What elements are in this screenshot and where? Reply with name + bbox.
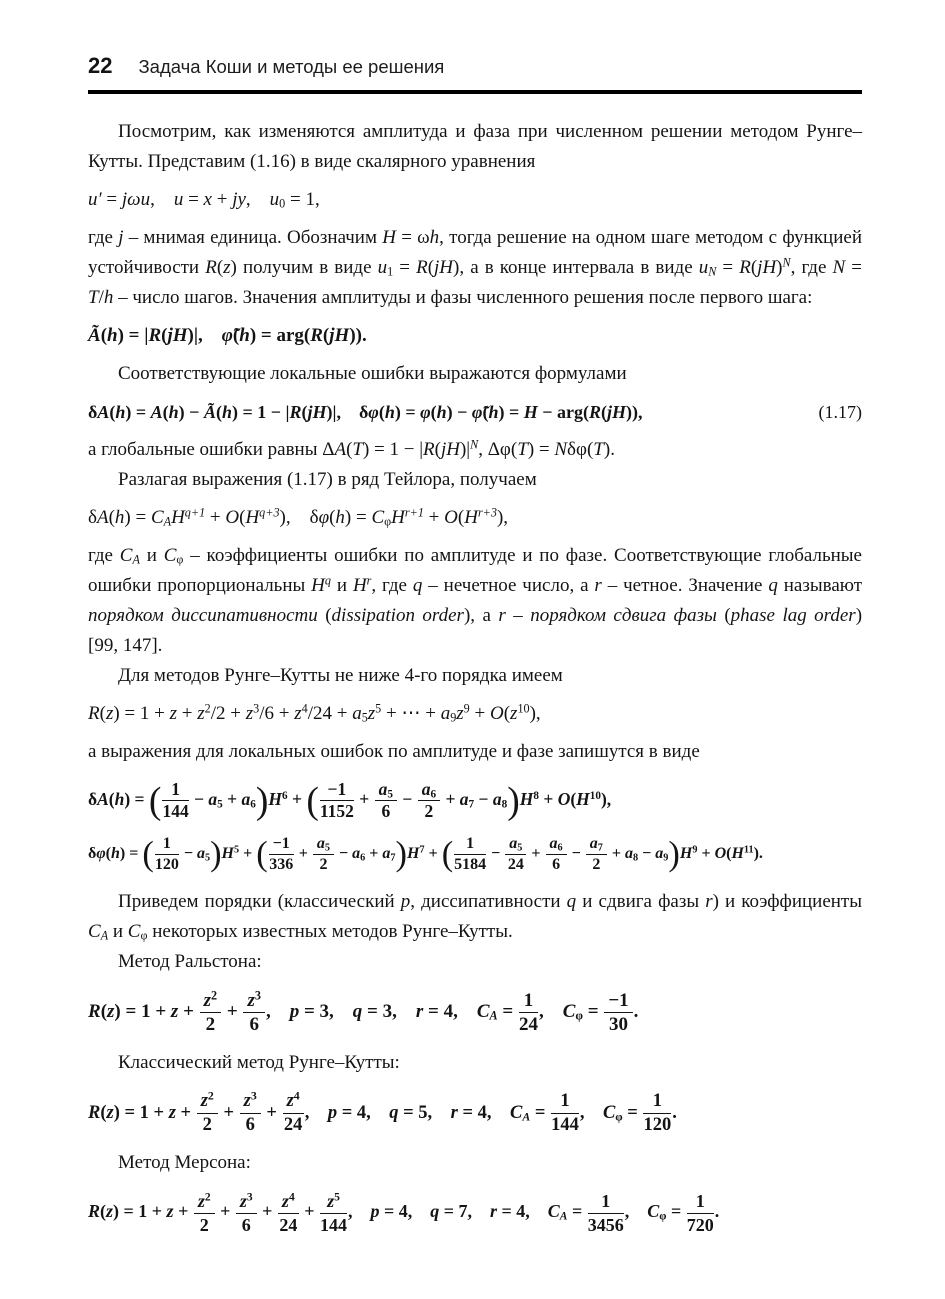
formula-taylor-expansion: $\delta A(h) = C_AH^{q+1} + O(H^{q+3})$, $\delta\varphi(h) = C_\varphi H^{r+1} + O(H^{r+3})$, — [88, 504, 509, 529]
paragraph-classic-label: Классический метод Рунге–Кутты: — [118, 1052, 400, 1074]
header-rule — [88, 90, 862, 94]
formula-classic-rk: R(z) = 1 + z + $\frac{z^2}{2}$ + $\frac{z^3}{6}$ + $\frac{z^4}{24}$ , p = 4, q = 5, r = 4, $C_A$ = $\frac{1}{144}$ , $C_\varphi$ = $\frac{1}{120}$ . — [88, 1088, 677, 1135]
document-body — [88, 117, 862, 1235]
formula-delta-A: δA(h) = ( $\frac{1}{144}$ − $a_5 + a_6)H^6$ + ( $\frac{-1}{1152}$ + $\frac{a_5}{6}$ − $\frac{a_6}{2}$ + $a_7 - a_8)H^8 + O(H^{10})$, — [88, 778, 612, 822]
paragraph-local-errors: Соответствующие локальные ошибки выражаются формулами — [118, 362, 627, 384]
equation-number: (1.17) — [818, 401, 862, 422]
paragraph-taylor: Разлагая выражения (1.17) в ряд Тейлора, получаем — [118, 468, 537, 490]
formula-stability-series: $R(z) = 1 + z + z^2/2 + z^3/6 + z^4/24 + a_5z^5$ + ⋯ + $a_9z^9 + O(z^{10})$, — [88, 700, 541, 725]
paragraph-local-error-expr: а выражения для локальных ошибок по амплитуде и фазе запишутся в виде — [88, 740, 700, 762]
paragraph-orders: Приведем порядки (классический p, диссипативности q и сдвига фазы r) и коэффициенты $C_A$ и $C_\varphi$ некоторых известных методов Рунге–Кутты. — [88, 890, 862, 943]
formula-ralston: R(z) = 1 + z + $\frac{z^2}{2}$ + $\frac{z^3}{6}$ , p = 3, q = 3, r = 4, $C_A$ = $\frac{1}{24}$ , $C_\varphi$ = $\frac{-1}{30}$ . — [88, 987, 639, 1035]
chapter-title: Задача Коши и методы ее решения — [138, 56, 445, 77]
paragraph-rk4: Для методов Рунге–Кутты не ниже 4-го порядка имеем — [118, 664, 563, 686]
paragraph-intro: Посмотрим, как изменяются амплитуда и фаза при численном решении методом Рунге–Кутты. Представим (1.16) в виде скалярного уравнения — [88, 120, 862, 172]
page-header — [88, 52, 862, 82]
page-number: 22 — [88, 53, 113, 78]
formula-scalar-equation: u′ = jωu, u = x + jy, $u_0 = 1$, — [88, 188, 320, 211]
paragraph-ralston-label: Метод Ральстона: — [118, 950, 262, 972]
formula-delta-phi: δφ(h) = ( $\frac{1}{120}$ − $a_5)H^5$ + ( $\frac{-1}{336}$ + $\frac{a_5}{2}$ − $a_6 + a_7)H^7$ + ( $\frac{1}{5184}$ − $\frac{a_5}{24}$ + $\frac{a_6}{6}$ − $\frac{a_7}{2}$ + $a_8 - a_9)H^9 + O(H^{11})$. — [88, 834, 763, 874]
paragraph-merson-label: Метод Мерсона: — [118, 1152, 251, 1174]
formula-amplitude-phase: Ã(h) = |R(jH)|, φ̃(h) = arg(R(jH)). — [88, 324, 367, 346]
paragraph-global-errors: а глобальные ошибки равны $\Delta A(T) = 1 - |R(jH)|^N$, Δφ(T) = Nδφ(T). — [88, 436, 615, 460]
formula-1-17: δA(h) = A(h) − Ã(h) = 1 − |R(jH)|, δφ(h) = φ(h) − φ̃(h) = H − arg(R(jH)), (1.17) — [88, 397, 862, 427]
paragraph-notation: где j – мнимая единица. Обозначим H = ωh, тогда решение на одном шаге методом с функцией устойчивости R(z) получим в виде $u_1 = R(jH)$, а в конце интервала в виде $u_N = R(jH)^N$, где N = T/h – число шагов. Значения амплитуды и фазы численного решения после первого шага: — [88, 226, 862, 308]
paragraph-coefficients: где $C_A$ и $C_\varphi$ – коэффициенты ошибки по амплитуде и по фазе. Соответствующие глобальные ошибки пропорциональны $H^q$ и $H^r$, где q – нечетное число, а r – четное. Значение q называют порядком диссипативности (dissipation order), а r – порядком сдвига фазы (phase lag order) [99, 147]. — [88, 544, 863, 656]
formula-merson: R(z) = 1 + z + $\frac{z^2}{2}$ + $\frac{z^3}{6}$ + $\frac{z^4}{24}$ + $\frac{z^5}{144}$ , p = 4, q = 7, r = 4, $C_A$ = $\frac{1}{3456}$ , $C_\varphi$ = $\frac{1}{720}$ . — [88, 1191, 720, 1235]
